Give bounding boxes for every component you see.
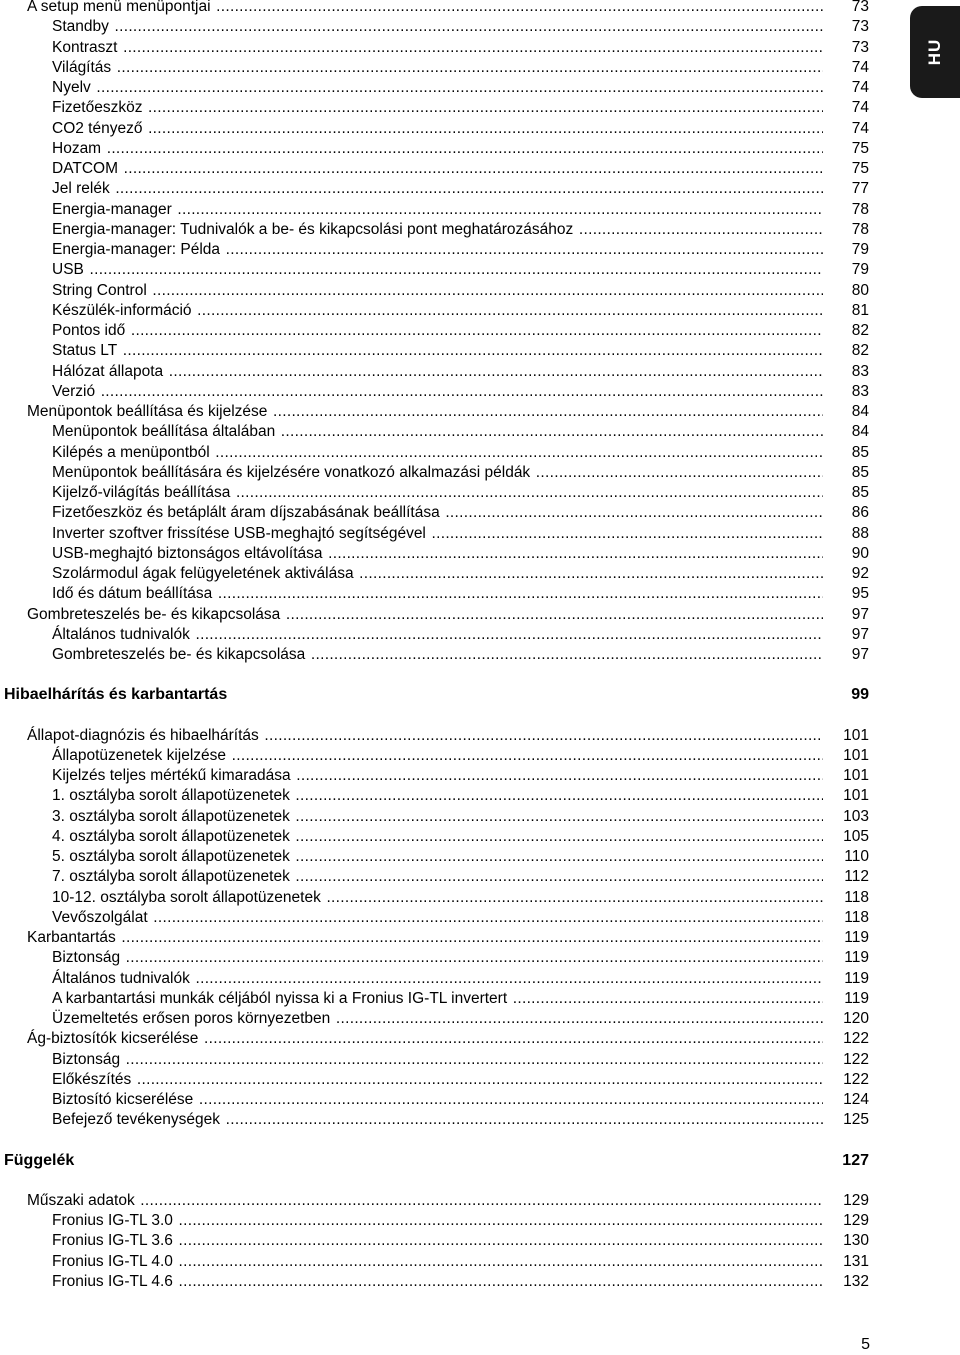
toc-entry-leader [52,1050,823,1070]
toc-entry-leader [52,321,823,341]
toc-entry [52,362,869,382]
toc-entry-title: String Control [52,281,147,299]
toc-entry-title: Biztonság [52,1050,121,1068]
toc-entry-leader [52,200,823,220]
toc-entry-leader [52,625,823,645]
toc-entry-page-number: 85 [851,443,869,461]
toc-entry [52,1050,869,1070]
toc-entry-page-number: 92 [851,565,869,582]
toc-entry-leader [52,1009,823,1029]
toc-entry-leader [27,1029,823,1049]
toc-entry [52,78,869,98]
toc-entry-leader [52,119,823,139]
toc-entry [52,908,869,928]
toc-entry-title: Fizetőeszköz [52,99,143,117]
toc-entry-page-number: 122 [843,1050,869,1068]
toc-entry-leader [52,847,823,867]
toc-entry-page-number: 73 [851,0,869,15]
toc-entry-title: CO2 tényező [52,119,143,137]
toc-entry-page-number: 75 [851,160,869,177]
toc-entry-title: Ág-biztosítók kicserélése [27,1030,199,1048]
toc-entry-leader [27,928,823,948]
toc-entry [52,1090,869,1110]
toc-entry [52,1272,869,1292]
toc-entry-page-number: 130 [843,1232,869,1250]
toc-entry-title: USB-meghajtó biztonságos eltávolítása [52,544,323,562]
toc-entry-title: 3. osztályba sorolt állapotüzenetek [52,807,290,825]
toc-entry-page-number: 78 [851,220,869,238]
toc-entry-page-number: 81 [851,301,869,319]
toc-entry-leader [27,1191,823,1211]
toc-entry-page-number: 73 [851,18,869,36]
toc-entry-page-number: 101 [843,787,869,805]
toc-entry-title: Kontraszt [52,38,118,56]
toc-entry-leader [52,139,823,159]
toc-entry-title: Menüpontok beállítására és kijelzésére vonatkozó alkalmazási példák [52,463,531,481]
toc-entry-leader [4,1151,823,1171]
toc-entry [52,38,869,58]
toc-entry-title: Energia-manager: Tudnivalók a be- és kikapcsolási pont meghatározásához [52,220,574,238]
toc-entry-page-number: 85 [851,484,869,501]
toc-entry-title: Jel relék [52,180,110,198]
toc-entry [27,1029,869,1049]
toc-entry-leader [52,341,823,361]
toc-entry-page-number: 85 [851,463,869,481]
language-tab [910,6,960,98]
toc-entry-leader [52,827,823,847]
toc-entry-title: DATCOM [52,160,119,177]
toc-entry-title: Nyelv [52,79,91,96]
toc-entry [52,847,869,867]
toc-entry-page-number: 119 [844,929,869,946]
toc-entry-leader [52,220,823,240]
toc-entry [52,220,869,240]
toc-entry-leader [52,240,823,260]
toc-entry [52,584,869,604]
toc-entry-leader [52,645,823,665]
toc-entry [52,98,869,118]
toc-entry-page-number: 84 [851,423,869,441]
toc-entry-leader [52,1231,823,1251]
toc-entry-page-number: 118 [844,888,869,906]
toc-entry-title: Status LT [52,342,118,360]
toc-entry-leader [52,483,823,503]
toc-entry-title: Verzió [52,382,96,400]
toc-entry-leader [52,179,823,199]
toc-entry-leader [52,301,823,321]
toc-entry-page-number: 75 [851,139,869,157]
toc-entry-leader [52,544,823,564]
toc-entry-page-number: 77 [851,180,869,198]
toc-entry-page-number: 122 [843,1030,869,1048]
toc-entry-title: Hálózat állapota [52,362,164,380]
toc-entry [52,807,869,827]
toc-entry [52,948,869,968]
toc-entry-leader [52,564,823,584]
toc-section-heading [4,685,869,705]
toc-entry-leader [27,605,823,625]
toc-entry-leader [52,807,823,827]
toc-entry [52,989,869,1009]
toc-entry-title: Fronius IG-TL 4.0 [52,1252,173,1270]
toc-entry-leader [52,159,823,179]
toc-entry [52,544,869,564]
toc-entry-title: Karbantartás [27,929,116,946]
toc-entry [52,867,869,887]
toc-entry-title: Általános tudnivalók [52,625,190,643]
toc-entry-title: Standby [52,18,109,36]
toc-entry-page-number: 95 [851,585,869,603]
toc-entry-title: Gombreteszelés be- és kikapcsolása [52,646,306,663]
toc-entry [52,786,869,806]
toc-entry-leader [52,98,823,118]
toc-entry-leader [27,0,823,17]
toc-entry [52,1252,869,1272]
toc-entry-page-number: 110 [844,848,869,865]
toc-entry [52,524,869,544]
toc-entry-leader [52,1211,823,1231]
toc-entry-leader [4,685,823,705]
toc-entry-title: Fronius IG-TL 4.6 [52,1272,173,1290]
toc-entry-page-number: 103 [843,807,869,825]
toc-entry-title: 4. osztályba sorolt állapotüzenetek [52,827,290,845]
toc-entry-leader [52,1070,823,1090]
toc-entry [52,443,869,463]
toc-entry [52,503,869,523]
toc-entry-page-number: 82 [851,342,869,360]
toc-entry-title: Kilépés a menüpontból [52,443,210,461]
toc-entry-page-number: 129 [843,1212,869,1229]
toc-entry-page-number: 129 [843,1191,869,1209]
toc-entry [52,260,869,280]
toc-entry-leader [52,989,823,1009]
toc-entry [52,159,869,179]
toc-entry [27,402,869,422]
toc-entry-page-number: 74 [851,99,869,117]
toc-entry [52,58,869,78]
toc-entry-leader [52,766,823,786]
toc-entry-title: Gombreteszelés be- és kikapcsolása [27,605,281,623]
toc-entry-leader [52,463,823,483]
toc-entry [52,483,869,503]
toc-entry [52,17,869,37]
toc-entry-title: Üzemeltetés erősen poros környezetben [52,1010,331,1027]
toc-entry-title: Fronius IG-TL 3.6 [52,1232,173,1250]
toc-entry-title: Általános tudnivalók [52,969,190,987]
toc-entry-page-number: 74 [851,58,869,76]
toc-entry-title: USB [52,261,84,279]
toc-entry-page-number: 112 [844,868,869,886]
toc-entry-leader [52,260,823,280]
toc-entry-title: Menüpontok beállítása és kijelzése [27,403,268,420]
toc-entry-page-number: 82 [851,322,869,339]
toc-entry-title: Hozam [52,139,102,157]
language-tab-label: HU [925,38,944,66]
toc-entry [52,422,869,442]
toc-entry-title: Fizetőeszköz és betáplált áram díjszabásának beállítása [52,504,440,522]
toc-entry [52,119,869,139]
toc-entry-page-number: 80 [851,281,869,299]
toc-entry-leader [52,888,823,908]
toc-entry-leader [52,281,823,301]
toc-entry [52,625,869,645]
toc-section-heading [4,1151,869,1171]
toc-entry-title: A setup menü menüpontjai [27,0,211,15]
toc-entry-title: 5. osztályba sorolt állapotüzenetek [52,848,290,865]
toc-entry [27,1191,869,1211]
toc-entry-title: Pontos idő [52,322,126,339]
toc-entry-page-number: 88 [851,524,869,542]
toc-entry-title: Műszaki adatok [27,1191,135,1209]
toc-entry [52,179,869,199]
toc-entry [27,0,869,17]
toc-entry [52,240,869,260]
toc-entry-leader [27,726,823,746]
toc-entry-leader [52,422,823,442]
toc-entry-leader [52,969,823,989]
toc-entry-leader [52,58,823,78]
toc-entry-title: Befejező tevékenységek [52,1111,221,1129]
toc-entry-title: Energia-manager [52,200,172,218]
toc-entry-leader [52,78,823,98]
toc-entry-page-number: 78 [851,200,869,218]
toc-entry [52,200,869,220]
toc-entry-page-number: 119 [844,949,869,967]
toc-entry-leader [27,402,823,422]
toc-entry [27,726,869,746]
toc-entry [52,281,869,301]
toc-entry-leader [52,362,823,382]
toc-entry-page-number: 122 [843,1070,869,1088]
toc-entry [27,605,869,625]
toc-entry-page-number: 97 [851,625,869,643]
toc-entry-title: 7. osztályba sorolt állapotüzenetek [52,868,290,886]
toc-entry-leader [52,382,823,402]
toc-entry-title: Kijelzés teljes mértékű kimaradása [52,767,291,784]
toc-entry-page-number: 90 [851,544,869,562]
toc-entry-leader [52,786,823,806]
toc-entry-title: Világítás [52,58,112,76]
toc-entry [52,888,869,908]
toc-entry-title: Inverter szoftver frissítése USB-meghajtó segítségével [52,524,426,542]
toc-entry-page-number: 125 [843,1111,869,1129]
toc-entry-page-number: 105 [843,827,869,845]
toc-entry-page-number: 132 [843,1272,869,1290]
toc-entry-title: Kijelző-világítás beállítása [52,484,231,501]
toc-entry-page-number: 99 [851,686,869,704]
toc-entry [52,1110,869,1130]
toc-entry-title: Állapot-diagnózis és hibaelhárítás [27,726,259,744]
toc-entry-title: Biztosító kicserélése [52,1091,194,1108]
toc-entry-leader [52,584,823,604]
toc-entry [52,139,869,159]
toc-entry-leader [52,17,823,37]
toc-entry-page-number: 97 [851,646,869,663]
toc-entry [52,969,869,989]
toc-entry-page-number: 74 [851,119,869,137]
toc-entry-leader [52,948,823,968]
toc-entry-leader [52,908,823,928]
toc-entry [52,463,869,483]
toc-entry-page-number: 120 [843,1010,869,1027]
toc-entry-page-number: 79 [851,241,869,258]
toc-entry-leader [52,1272,823,1292]
toc-entry-leader [52,1090,823,1110]
toc-entry [52,746,869,766]
toc-entry [52,382,869,402]
toc-entry-page-number: 83 [851,362,869,380]
toc-entry-leader [52,38,823,58]
toc-entry-page-number: 119 [844,989,869,1007]
toc-entry-title: Energia-manager: Példa [52,241,221,258]
toc-entry-title: Előkészítés [52,1070,132,1088]
toc-entry-page-number: 83 [851,382,869,400]
toc-entry [52,564,869,584]
toc-entry-leader [52,503,823,523]
toc-entry-page-number: 131 [843,1252,869,1270]
toc-entry-title: Biztonság [52,949,121,967]
toc-entry-title: Hibaelhárítás és karbantartás [4,686,228,704]
toc-entry-page-number: 84 [851,403,869,420]
toc-entry-title: 1. osztályba sorolt állapotüzenetek [52,787,290,805]
toc-entry-page-number: 124 [843,1091,869,1108]
toc-entry-title: Állapotüzenetek kijelzése [52,746,227,764]
toc-entry-page-number: 118 [844,908,869,926]
toc-entry [52,1231,869,1251]
toc-entry-title: 10-12. osztályba sorolt állapotüzenetek [52,888,321,906]
toc-entry-title: Vevőszolgálat [52,908,148,926]
toc-entry-leader [52,524,823,544]
toc-entry-title: Menüpontok beállítása általában [52,423,276,441]
toc-entry-page-number: 86 [851,504,869,522]
toc-entry-title: Szolármodul ágak felügyeletének aktiválása [52,565,354,582]
toc-entry-title: A karbantartási munkák céljából nyissa ki a Fronius IG-TL invertert [52,989,508,1007]
toc-entry-page-number: 127 [842,1151,869,1169]
toc-entry [52,1009,869,1029]
toc-entry-page-number: 73 [851,38,869,56]
toc-entry-page-number: 101 [843,726,869,744]
toc-entry [52,341,869,361]
toc-entry [52,321,869,341]
toc-entry-page-number: 74 [851,79,869,96]
toc-entry-leader [52,443,823,463]
toc-entry-page-number: 97 [851,605,869,623]
toc-entry-leader [52,1110,823,1130]
toc-entry [52,1070,869,1090]
toc-entry [52,827,869,847]
toc-entry-title: Idő és dátum beállítása [52,585,213,603]
page-number: 5 [861,1336,870,1353]
toc-entry [52,766,869,786]
toc-entry-title: Függelék [4,1151,75,1169]
toc-entry-leader [52,867,823,887]
toc-entry-page-number: 101 [843,767,869,784]
toc-entry-page-number: 119 [844,969,869,987]
toc-entry-title: Készülék-információ [52,301,192,319]
toc-entry [52,1211,869,1231]
toc-entry [52,301,869,321]
toc-entry-title: Fronius IG-TL 3.0 [52,1212,173,1229]
toc-entry [27,928,869,948]
toc-entry-leader [52,1252,823,1272]
toc-entry-page-number: 79 [851,261,869,279]
toc-entry [52,645,869,665]
toc-entry-page-number: 101 [843,746,869,764]
toc-entry-leader [52,746,823,766]
